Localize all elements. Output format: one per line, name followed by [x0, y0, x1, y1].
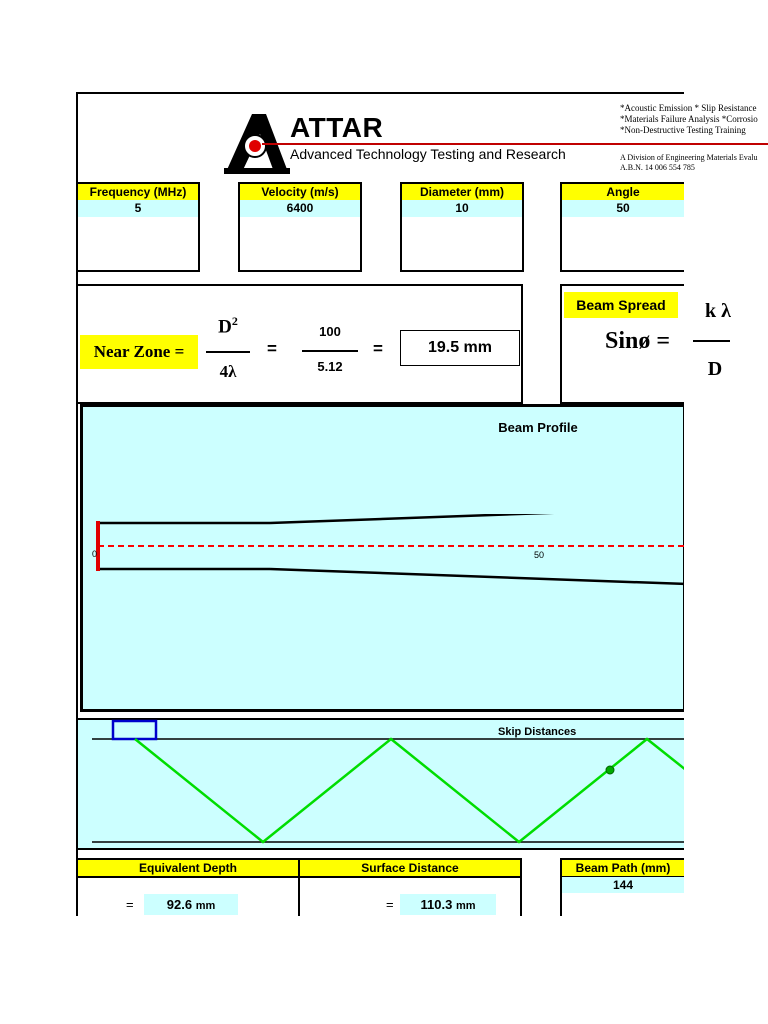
formula-fraction-line	[206, 351, 250, 353]
den-value: 5.12	[317, 359, 343, 374]
frequency-value[interactable]: 5	[78, 200, 198, 217]
service-line: *Acoustic Emission * Slip Resistance	[620, 103, 757, 113]
surface-distance-label: Surface Distance	[298, 858, 522, 878]
surface-distance-value: 110.3	[420, 897, 453, 912]
angle-value[interactable]: 50	[562, 200, 684, 217]
company-full-name: Advanced Technology Testing and Research	[290, 146, 566, 162]
service-line: *Non-Destructive Testing Training	[620, 125, 746, 135]
surface-distance-unit: mm	[455, 900, 476, 912]
velocity-label: Velocity (m/s)	[238, 182, 362, 202]
equiv-depth-value-cell	[144, 894, 238, 915]
probe-icon	[113, 721, 156, 739]
logo-text: ATTAR	[290, 112, 384, 143]
beam-spread-label: Beam Spread	[564, 292, 678, 318]
surface-distance-value-cell	[400, 894, 496, 915]
diameter-label: Diameter (mm)	[400, 182, 524, 202]
sin-formula-lhs: Sinø =	[605, 328, 671, 354]
diameter-value[interactable]: 10	[402, 200, 522, 217]
beam-path-label: Beam Path (mm)	[560, 858, 684, 878]
formula-exponent: 2	[231, 314, 238, 328]
equiv-depth-label: Equivalent Depth	[76, 858, 300, 878]
formula-d: D	[218, 316, 232, 338]
frequency-label: Frequency (MHz)	[76, 182, 200, 202]
division-text: A Division of Engineering Materials Evalu	[620, 153, 758, 162]
formula-denominator: 4λ	[219, 362, 237, 381]
equiv-depth-unit: mm	[195, 900, 216, 912]
equals-sign-1: =	[267, 339, 277, 358]
sin-denominator: D	[707, 358, 723, 380]
skip-path	[135, 739, 684, 842]
equals-sign-2: =	[373, 339, 383, 358]
reflector-point	[606, 766, 614, 774]
formula-numerator	[208, 314, 248, 338]
sin-fraction-line	[693, 340, 730, 342]
value-fraction-line	[302, 350, 358, 352]
surface-distance-equals: =	[386, 897, 394, 912]
num-value: 100	[319, 324, 341, 339]
beam-upper-spread	[270, 514, 684, 523]
abn-text: A.B.N. 14 006 554 785	[620, 163, 695, 172]
beam-profile-diagram	[78, 514, 684, 594]
near-zone-label: Near Zone =	[80, 335, 198, 369]
near-zone-result: 19.5 mm	[400, 330, 520, 366]
calculator-sheet	[76, 92, 684, 916]
sin-numerator: k λ	[705, 300, 731, 322]
beam-profile-title: Beam Profile	[498, 420, 578, 435]
beam-path-value: 144	[562, 877, 684, 893]
equiv-depth-value: 92.6	[166, 897, 193, 912]
beam-lower-spread	[270, 569, 684, 584]
equiv-depth-equals: =	[126, 897, 134, 912]
skip-diagram	[78, 718, 684, 848]
angle-label: Angle	[560, 182, 684, 202]
skip-distance-title: Skip Distances	[498, 726, 577, 738]
tick-label-0: 0	[92, 549, 98, 559]
service-line: *Materials Failure Analysis *Corrosio	[620, 114, 758, 124]
velocity-value[interactable]: 6400	[240, 200, 360, 217]
tick-label-50: 50	[534, 550, 545, 560]
